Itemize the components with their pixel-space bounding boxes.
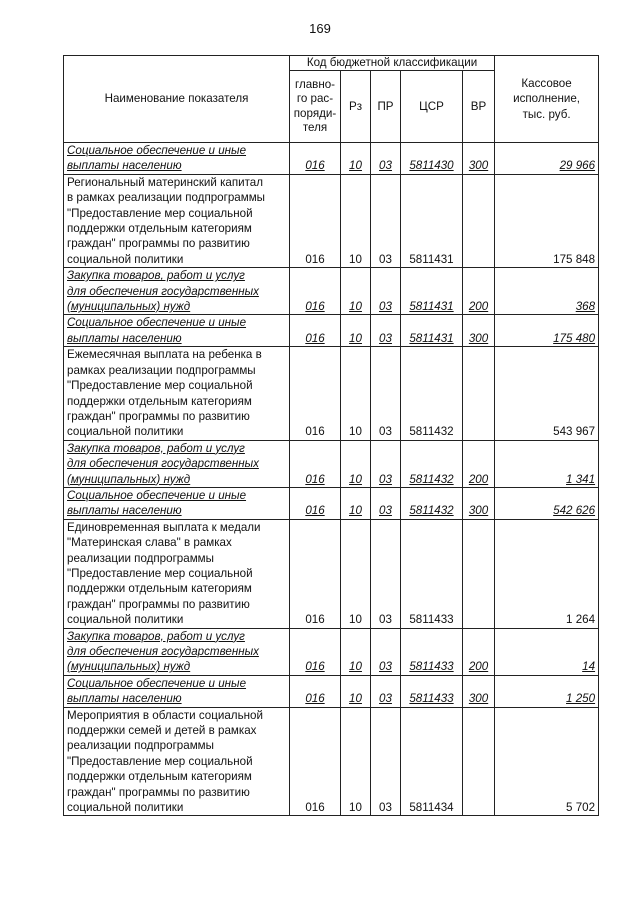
table-row [64, 174, 599, 267]
row-name-line: граждан" программы по развитию [67, 237, 250, 251]
row-vr [463, 675, 495, 707]
row-csr-value: 5811432 [409, 472, 454, 486]
row-name-line: Региональный материнский капитал [67, 175, 263, 189]
row-name-line: социальной политики [67, 425, 184, 439]
row-name-line: граждан" программы по развитию [67, 785, 250, 799]
row-name-line: граждан" программы по развитию [67, 409, 250, 423]
row-name-line: поддержки отдельным категориям [67, 582, 252, 596]
row-sum [495, 440, 599, 487]
row-sum [495, 519, 599, 628]
row-gr-value: 016 [305, 692, 325, 706]
row-gr-value: 016 [305, 159, 325, 173]
row-name-line: рамках реализации подпрограммы [67, 363, 256, 377]
row-sum-value: 5 702 [566, 801, 596, 815]
row-rz-value: 10 [349, 504, 362, 518]
row-vr [463, 315, 495, 347]
row-csr [401, 628, 463, 675]
table-row [64, 707, 599, 816]
row-vr-value: 300 [468, 504, 489, 518]
row-vr [463, 174, 495, 267]
row-sum-value: 542 626 [553, 504, 596, 518]
row-rz-value: 10 [349, 613, 362, 627]
row-gr [290, 174, 341, 267]
row-csr-value: 5811434 [409, 801, 454, 815]
table-row [64, 519, 599, 628]
row-name-line: "Предоставление мер социальной [67, 566, 253, 580]
row-pr-value: 03 [379, 252, 392, 266]
row-rz-value: 10 [349, 331, 362, 345]
row-csr-value: 5811432 [409, 504, 454, 518]
row-rz [341, 174, 371, 267]
row-name-line: (муниципальных) нужд [67, 300, 191, 314]
table-row [64, 143, 599, 175]
row-vr-value: 300 [468, 331, 489, 345]
row-name-line: для обеспечения государственных [67, 457, 259, 471]
row-pr [371, 519, 401, 628]
row-name-line: в рамках реализации подпрограммы [67, 191, 266, 205]
row-sum [495, 347, 599, 440]
row-name-line: Социальное обеспечение и иные [67, 488, 247, 502]
row-sum [495, 628, 599, 675]
row-csr-value: 5811433 [409, 660, 454, 674]
row-pr [371, 315, 401, 347]
row-name-line: Социальное обеспечение и иные [67, 144, 247, 157]
row-name-line: поддержки отдельным категориям [67, 770, 252, 784]
row-name-line: Закупка товаров, работ и услуг [67, 269, 245, 283]
row-name-line: (муниципальных) нужд [67, 660, 191, 674]
row-csr [401, 519, 463, 628]
row-gr [290, 268, 341, 315]
row-name-line: Закупка товаров, работ и услуг [67, 441, 245, 455]
row-csr [401, 347, 463, 440]
row-gr [290, 675, 341, 707]
row-gr-value: 016 [305, 425, 325, 439]
row-pr-value: 03 [379, 692, 392, 706]
row-rz [341, 519, 371, 628]
row-pr-value: 03 [379, 472, 392, 486]
row-vr [463, 440, 495, 487]
row-name-line: социальной политики [67, 252, 184, 266]
row-gr [290, 519, 341, 628]
row-vr-value: 200 [468, 660, 489, 674]
row-name-line: выплаты населению [67, 159, 182, 173]
row-vr [463, 707, 495, 816]
row-rz [341, 707, 371, 816]
row-name [64, 174, 290, 267]
row-name-line: поддержки отдельным категориям [67, 394, 252, 408]
row-csr-value: 5811432 [409, 425, 454, 439]
row-pr-value: 03 [379, 159, 392, 173]
row-gr [290, 440, 341, 487]
row-name-line: для обеспечения государственных [67, 284, 259, 298]
row-gr [290, 347, 341, 440]
row-csr [401, 675, 463, 707]
row-vr [463, 143, 495, 175]
row-name-line: Мероприятия в области социальной [67, 708, 263, 722]
row-name-line: реализации подпрограммы [67, 551, 214, 565]
row-name [64, 519, 290, 628]
row-gr [290, 487, 341, 519]
header-csr: ЦСР [401, 71, 463, 143]
table-row [64, 268, 599, 315]
header-gr [290, 71, 341, 143]
row-sum-value: 29 966 [559, 159, 596, 173]
header-vr: ВР [463, 71, 495, 143]
row-name [64, 143, 290, 175]
row-gr-value: 016 [305, 660, 325, 674]
row-vr [463, 347, 495, 440]
row-sum [495, 675, 599, 707]
row-vr-value: 300 [468, 692, 489, 706]
header-sum [495, 56, 599, 143]
row-pr [371, 440, 401, 487]
row-sum-value: 175 480 [553, 331, 596, 345]
row-sum [495, 707, 599, 816]
row-sum-value: 1 250 [566, 692, 596, 706]
row-pr [371, 174, 401, 267]
row-sum [495, 487, 599, 519]
row-rz [341, 487, 371, 519]
row-sum-value: 175 848 [553, 252, 596, 266]
row-vr [463, 519, 495, 628]
row-gr-value: 016 [305, 300, 325, 314]
row-name [64, 268, 290, 315]
table-row [64, 440, 599, 487]
table-row [64, 315, 599, 347]
row-name-line: Закупка товаров, работ и услуг [67, 629, 245, 643]
row-vr [463, 268, 495, 315]
row-sum [495, 268, 599, 315]
header-gr-line: теля [302, 121, 328, 134]
row-csr-value: 5811431 [409, 252, 454, 266]
header-sum-line: тыс. руб. [522, 107, 571, 121]
row-rz [341, 268, 371, 315]
row-gr [290, 628, 341, 675]
row-name-line: поддержки семей и детей в рамках [67, 724, 257, 738]
row-sum [495, 143, 599, 175]
row-name [64, 628, 290, 675]
row-name-line: Единовременная выплата к медали [67, 520, 261, 534]
row-name-line: "Предоставление мер социальной [67, 206, 253, 220]
row-csr [401, 440, 463, 487]
row-vr-value: 200 [468, 472, 489, 486]
row-gr-value: 016 [305, 613, 325, 627]
row-name-line: "Предоставление мер социальной [67, 754, 253, 768]
row-name-line: выплаты населению [67, 331, 182, 345]
row-pr-value: 03 [379, 425, 392, 439]
row-pr [371, 707, 401, 816]
table-row [64, 347, 599, 440]
row-rz-value: 10 [349, 159, 362, 173]
budget-table [63, 55, 599, 816]
row-pr-value: 03 [379, 300, 392, 314]
header-code-group: Код бюджетной классификации [290, 56, 495, 71]
table-header [64, 56, 599, 143]
row-name-line: "Предоставление мер социальной [67, 379, 253, 393]
row-gr-value: 016 [305, 504, 325, 518]
row-rz-value: 10 [349, 425, 362, 439]
row-csr-value: 5811431 [409, 300, 454, 314]
row-pr-value: 03 [379, 801, 392, 815]
row-vr [463, 487, 495, 519]
row-name-line: для обеспечения государственных [67, 645, 259, 658]
row-rz [341, 315, 371, 347]
header-rz: Рз [341, 71, 371, 143]
row-name-line: (муниципальных) нужд [67, 472, 191, 486]
row-sum [495, 174, 599, 267]
header-gr-line: го рас- [296, 92, 334, 105]
row-name [64, 675, 290, 707]
row-name-line: Социальное обеспечение и иные [67, 676, 247, 690]
row-pr-value: 03 [379, 613, 392, 627]
row-csr-value: 5811433 [409, 692, 454, 706]
row-rz-value: 10 [349, 300, 362, 314]
row-csr [401, 143, 463, 175]
row-name-line: поддержки отдельным категориям [67, 222, 252, 236]
row-csr-value: 5811431 [409, 331, 454, 345]
row-pr [371, 675, 401, 707]
row-sum-value: 14 [582, 660, 596, 674]
row-gr [290, 315, 341, 347]
header-sum-line: Кассовое [521, 76, 572, 90]
row-csr [401, 174, 463, 267]
row-name-line: "Материнская слава" в рамках [67, 536, 232, 550]
row-name-line: выплаты населению [67, 504, 182, 518]
row-rz [341, 675, 371, 707]
row-rz-value: 10 [349, 801, 362, 815]
row-pr-value: 03 [379, 660, 392, 674]
row-rz-value: 10 [349, 472, 362, 486]
header-sum-line: исполнение, [513, 92, 581, 106]
header-name: Наименование показателя [64, 56, 290, 143]
row-pr [371, 143, 401, 175]
row-pr [371, 487, 401, 519]
row-name-line: выплаты населению [67, 692, 182, 706]
row-csr [401, 268, 463, 315]
row-gr-value: 016 [305, 801, 325, 815]
table-row [64, 628, 599, 675]
row-rz [341, 628, 371, 675]
row-csr-value: 5811430 [409, 159, 454, 173]
row-name [64, 347, 290, 440]
row-name [64, 487, 290, 519]
page-number: 169 [309, 21, 331, 36]
row-gr [290, 707, 341, 816]
row-pr-value: 03 [379, 504, 392, 518]
row-sum [495, 315, 599, 347]
row-sum-value: 1 341 [566, 472, 596, 486]
row-sum-value: 1 264 [566, 613, 596, 627]
row-rz [341, 347, 371, 440]
row-name [64, 315, 290, 347]
row-pr [371, 268, 401, 315]
table-row [64, 675, 599, 707]
row-rz-value: 10 [349, 252, 362, 266]
row-vr [463, 628, 495, 675]
row-rz [341, 440, 371, 487]
header-pr: ПР [371, 71, 401, 143]
row-name-line: Социальное обеспечение и иные [67, 316, 247, 330]
header-gr-line: главно- [294, 77, 336, 91]
row-csr [401, 315, 463, 347]
row-gr-value: 016 [305, 331, 325, 345]
row-name [64, 440, 290, 487]
row-vr-value: 300 [468, 159, 489, 173]
row-pr [371, 347, 401, 440]
row-vr-value: 200 [468, 300, 489, 314]
row-name [64, 707, 290, 816]
row-sum-value: 543 967 [553, 425, 596, 439]
row-csr [401, 487, 463, 519]
table-body [64, 143, 599, 816]
row-rz-value: 10 [349, 660, 362, 674]
row-gr [290, 143, 341, 175]
row-csr-value: 5811433 [409, 613, 454, 627]
row-name-line: граждан" программы по развитию [67, 597, 250, 611]
row-sum-value: 368 [575, 300, 596, 314]
row-name-line: Ежемесячная выплата на ребенка в [67, 348, 262, 362]
row-rz-value: 10 [349, 692, 362, 706]
row-pr-value: 03 [379, 331, 392, 345]
row-csr [401, 707, 463, 816]
row-pr [371, 628, 401, 675]
row-name-line: реализации подпрограммы [67, 739, 214, 753]
row-name-line: социальной политики [67, 613, 184, 627]
table-row [64, 487, 599, 519]
row-rz [341, 143, 371, 175]
row-gr-value: 016 [305, 252, 325, 266]
row-name-line: социальной политики [67, 801, 184, 815]
row-gr-value: 016 [305, 472, 325, 486]
header-gr-line: поряди- [293, 106, 337, 120]
